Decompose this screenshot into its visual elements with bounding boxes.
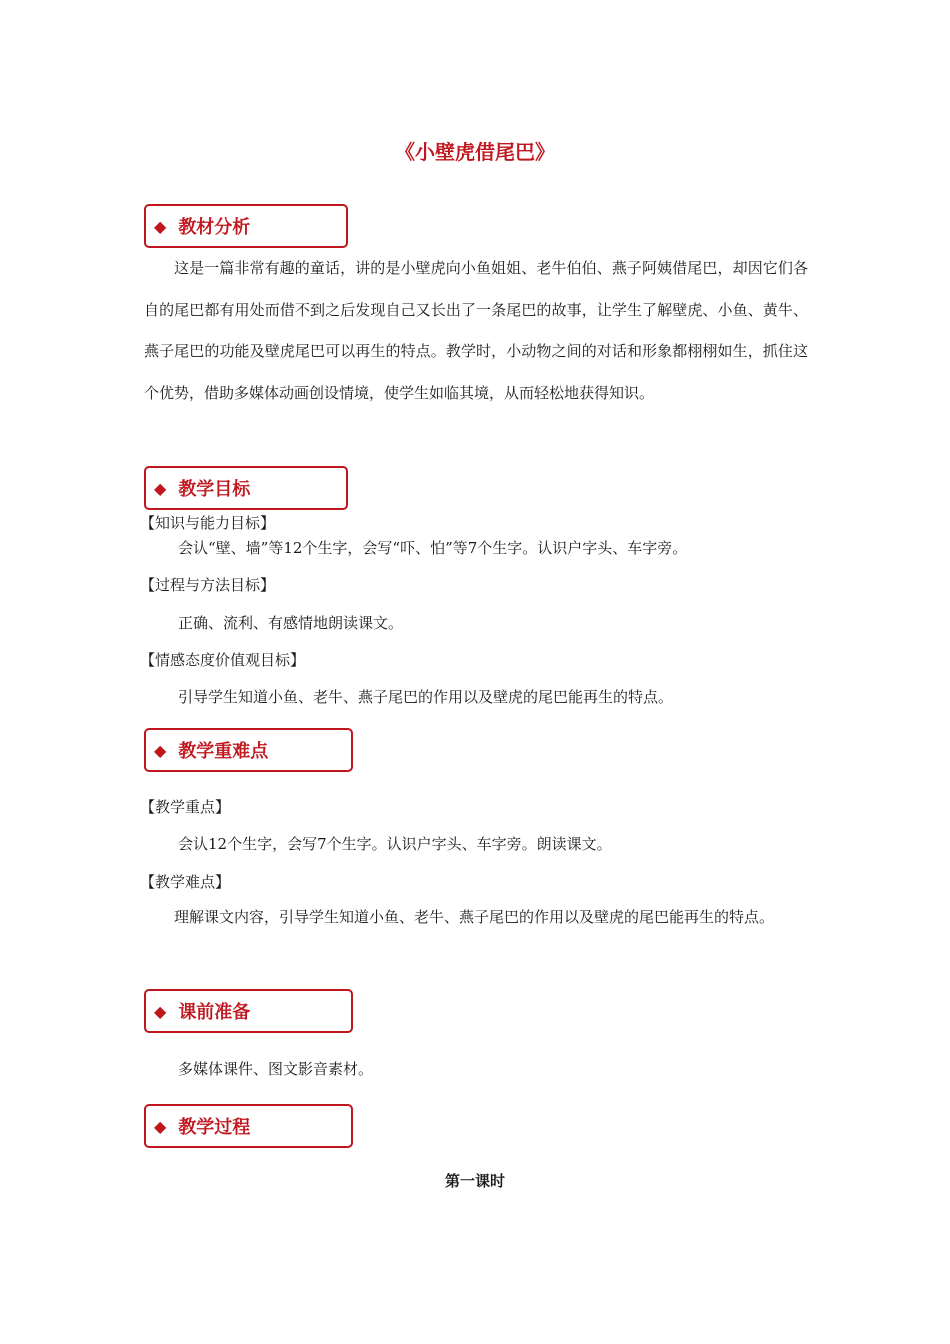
- prep-text: 多媒体课件、图文影音素材。: [178, 1060, 374, 1078]
- process-goal-label: 【过程与方法目标】: [140, 576, 276, 594]
- focus-label: 【教学重点】: [140, 798, 231, 816]
- difficulty-text: 理解课文内容，引导学生知道小鱼、老牛、燕子尾巴的作用以及壁虎的尾巴能再生的特点。: [174, 908, 775, 926]
- focus-text: 会认12个生字，会写7个生字。认识户字头、车字旁。朗读课文。: [178, 835, 612, 853]
- emotion-goal-label: 【情感态度价值观目标】: [140, 651, 306, 669]
- section-header-prep: [144, 989, 353, 1033]
- section-heading: 教材分析: [178, 217, 251, 238]
- diamond-bullet-icon: ◆: [154, 1001, 167, 1021]
- diamond-bullet-icon: ◆: [154, 216, 167, 236]
- diamond-bullet-icon: ◆: [154, 740, 167, 760]
- emotion-goal-text: 引导学生知道小鱼、老牛、燕子尾巴的作用以及壁虎的尾巴能再生的特点。: [178, 688, 674, 706]
- knowledge-goal-label: 【知识与能力目标】: [140, 514, 276, 532]
- section-heading: 课前准备: [178, 1002, 251, 1023]
- section-header-goals: [144, 466, 348, 510]
- section-heading: 教学重难点: [178, 741, 269, 762]
- section-header-process: [144, 1104, 353, 1148]
- analysis-paragraph: 这是一篇非常有趣的童话，讲的是小壁虎向小鱼姐姐、老牛伯伯、燕子阿姨借尾巴，却因它们各自的尾巴都有用处而借不到之后发现自己又长出了一条尾巴的故事，让学生了解壁虎、小鱼、黄牛、燕子尾巴的功能及壁虎尾巴可以再生的特点。教学时，小动物之间的对话和形象都栩栩如生，抓住这个优势，借助多媒体动画创设情境，使学生如临其境，从而轻松地获得知识。: [144, 259, 808, 402]
- lesson-heading: 第一课时: [444, 1172, 505, 1190]
- section-header-keypoints: [144, 728, 353, 772]
- knowledge-goal-text: 会认“壁、墙”等12个生字，会写“吓、怕”等7个生字。认识户字头、车字旁。: [178, 539, 688, 557]
- section-heading: 教学过程: [178, 1117, 251, 1138]
- document-title: 《小壁虎借尾巴》: [395, 140, 555, 164]
- diamond-bullet-icon: ◆: [154, 1116, 167, 1136]
- section-header-analysis: [144, 204, 348, 248]
- process-goal-text: 正确、流利、有感情地朗读课文。: [178, 614, 404, 632]
- difficulty-label: 【教学难点】: [140, 873, 231, 891]
- diamond-bullet-icon: ◆: [154, 478, 167, 498]
- section-heading: 教学目标: [178, 479, 251, 500]
